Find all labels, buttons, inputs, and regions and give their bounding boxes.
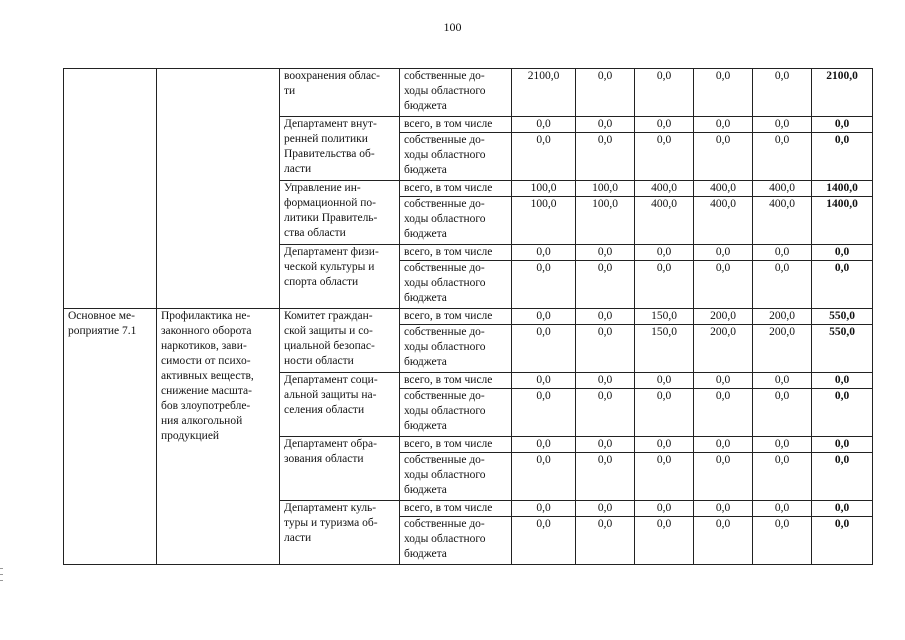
measure-name-cell: Профилактика не- законного оборота наркотиков, зави- симости от психо- активных веществ, снижение масшта- бов злоупотребле- ния алкогольной продукцией [157, 309, 280, 565]
year-value-cell: 0,0 [512, 133, 576, 181]
funding-source-cell: собственные до- ходы областного бюджета [400, 69, 512, 117]
year-value-cell: 400,0 [694, 181, 753, 197]
funding-source-cell: всего, в том числе [400, 501, 512, 517]
year-value-cell: 0,0 [635, 117, 694, 133]
year-value-cell: 0,0 [576, 373, 635, 389]
total-value-cell: 0,0 [812, 117, 873, 133]
agency-cell: Департамент соци- альной защиты на- селения области [280, 373, 400, 437]
year-value-cell: 0,0 [635, 69, 694, 117]
total-value-cell: 0,0 [812, 389, 873, 437]
year-value-cell: 0,0 [512, 261, 576, 309]
table-body [64, 69, 873, 565]
year-value-cell: 0,0 [512, 501, 576, 517]
year-value-cell: 0,0 [576, 245, 635, 261]
year-value-cell: 0,0 [694, 69, 753, 117]
year-value-cell: 0,0 [576, 437, 635, 453]
year-value-cell: 0,0 [753, 501, 812, 517]
measure-code-cell: Основное ме- роприятие 7.1 [64, 309, 157, 565]
total-value-cell: 550,0 [812, 309, 873, 325]
year-value-cell: 150,0 [635, 309, 694, 325]
year-value-cell: 0,0 [694, 389, 753, 437]
year-value-cell: 0,0 [576, 517, 635, 565]
year-value-cell: 0,0 [753, 69, 812, 117]
year-value-cell: 0,0 [576, 453, 635, 501]
year-value-cell: 400,0 [635, 197, 694, 245]
year-value-cell: 200,0 [694, 325, 753, 373]
year-value-cell: 200,0 [753, 309, 812, 325]
agency-cell: Комитет граждан- ской защиты и со- циальной безопас- ности области [280, 309, 400, 373]
year-value-cell: 0,0 [635, 453, 694, 501]
funding-source-cell: собственные до- ходы областного бюджета [400, 197, 512, 245]
total-value-cell: 2100,0 [812, 69, 873, 117]
year-value-cell: 0,0 [635, 501, 694, 517]
year-value-cell: 0,0 [694, 117, 753, 133]
year-value-cell: 0,0 [512, 453, 576, 501]
year-value-cell: 200,0 [694, 309, 753, 325]
total-value-cell: 0,0 [812, 261, 873, 309]
table-row [64, 309, 873, 325]
total-value-cell: 0,0 [812, 245, 873, 261]
page-number: 100 [443, 20, 462, 34]
total-value-cell: 0,0 [812, 453, 873, 501]
year-value-cell: 0,0 [753, 437, 812, 453]
agency-cell: Департамент куль- туры и туризма об- ласти [280, 501, 400, 565]
year-value-cell: 0,0 [753, 117, 812, 133]
year-value-cell: 0,0 [635, 261, 694, 309]
total-value-cell: 550,0 [812, 325, 873, 373]
funding-source-cell: собственные до- ходы областного бюджета [400, 517, 512, 565]
total-value-cell: 1400,0 [812, 197, 873, 245]
year-value-cell: 100,0 [512, 181, 576, 197]
year-value-cell: 0,0 [576, 389, 635, 437]
funding-source-cell: всего, в том числе [400, 117, 512, 133]
year-value-cell: 0,0 [576, 69, 635, 117]
year-value-cell: 400,0 [753, 197, 812, 245]
year-value-cell: 0,0 [753, 389, 812, 437]
measure-name-cell [157, 69, 280, 309]
total-value-cell: 0,0 [812, 517, 873, 565]
measure-code-cell [64, 69, 157, 309]
year-value-cell: 100,0 [576, 197, 635, 245]
funding-source-cell: всего, в том числе [400, 181, 512, 197]
total-value-cell: 0,0 [812, 501, 873, 517]
scan-mark [0, 574, 3, 575]
year-value-cell: 0,0 [753, 133, 812, 181]
year-value-cell: 0,0 [635, 245, 694, 261]
year-value-cell: 0,0 [694, 517, 753, 565]
year-value-cell: 200,0 [753, 325, 812, 373]
year-value-cell: 0,0 [635, 373, 694, 389]
year-value-cell: 400,0 [635, 181, 694, 197]
scan-mark [0, 580, 3, 581]
funding-source-cell: собственные до- ходы областного бюджета [400, 261, 512, 309]
year-value-cell: 0,0 [635, 517, 694, 565]
year-value-cell: 0,0 [753, 245, 812, 261]
year-value-cell: 0,0 [512, 245, 576, 261]
agency-cell: Департамент обра- зования области [280, 437, 400, 501]
year-value-cell: 100,0 [576, 181, 635, 197]
year-value-cell: 0,0 [753, 261, 812, 309]
year-value-cell: 0,0 [694, 373, 753, 389]
funding-source-cell: всего, в том числе [400, 373, 512, 389]
total-value-cell: 0,0 [812, 437, 873, 453]
year-value-cell: 0,0 [576, 309, 635, 325]
year-value-cell: 0,0 [694, 437, 753, 453]
year-value-cell: 0,0 [694, 501, 753, 517]
total-value-cell: 1400,0 [812, 181, 873, 197]
year-value-cell: 0,0 [694, 261, 753, 309]
agency-cell: воохранения облас- ти [280, 69, 400, 117]
year-value-cell: 0,0 [753, 517, 812, 565]
agency-cell: Управление ин- формационной по- литики Правитель- ства области [280, 181, 400, 245]
year-value-cell: 150,0 [635, 325, 694, 373]
year-value-cell: 0,0 [512, 389, 576, 437]
funding-source-cell: всего, в том числе [400, 437, 512, 453]
budget-table [63, 68, 873, 565]
funding-source-cell: всего, в том числе [400, 309, 512, 325]
year-value-cell: 0,0 [635, 389, 694, 437]
year-value-cell: 0,0 [753, 453, 812, 501]
year-value-cell: 0,0 [512, 325, 576, 373]
year-value-cell: 0,0 [694, 133, 753, 181]
year-value-cell: 400,0 [694, 197, 753, 245]
year-value-cell: 0,0 [694, 453, 753, 501]
year-value-cell: 0,0 [512, 517, 576, 565]
year-value-cell: 0,0 [694, 245, 753, 261]
scan-mark [0, 568, 3, 569]
year-value-cell: 0,0 [576, 133, 635, 181]
year-value-cell: 0,0 [635, 437, 694, 453]
year-value-cell: 0,0 [512, 437, 576, 453]
year-value-cell: 0,0 [576, 261, 635, 309]
funding-source-cell: всего, в том числе [400, 245, 512, 261]
total-value-cell: 0,0 [812, 373, 873, 389]
year-value-cell: 2100,0 [512, 69, 576, 117]
year-value-cell: 0,0 [512, 373, 576, 389]
year-value-cell: 100,0 [512, 197, 576, 245]
funding-source-cell: собственные до- ходы областного бюджета [400, 389, 512, 437]
total-value-cell: 0,0 [812, 133, 873, 181]
year-value-cell: 0,0 [576, 325, 635, 373]
agency-cell: Департамент физи- ческой культуры и спорта области [280, 245, 400, 309]
year-value-cell: 0,0 [512, 309, 576, 325]
year-value-cell: 0,0 [512, 117, 576, 133]
year-value-cell: 0,0 [635, 133, 694, 181]
year-value-cell: 0,0 [576, 501, 635, 517]
table-row [64, 69, 873, 117]
year-value-cell: 400,0 [753, 181, 812, 197]
funding-source-cell: собственные до- ходы областного бюджета [400, 453, 512, 501]
funding-source-cell: собственные до- ходы областного бюджета [400, 325, 512, 373]
funding-source-cell: собственные до- ходы областного бюджета [400, 133, 512, 181]
agency-cell: Департамент внут- ренней политики Правительства об- ласти [280, 117, 400, 181]
year-value-cell: 0,0 [753, 373, 812, 389]
year-value-cell: 0,0 [576, 117, 635, 133]
